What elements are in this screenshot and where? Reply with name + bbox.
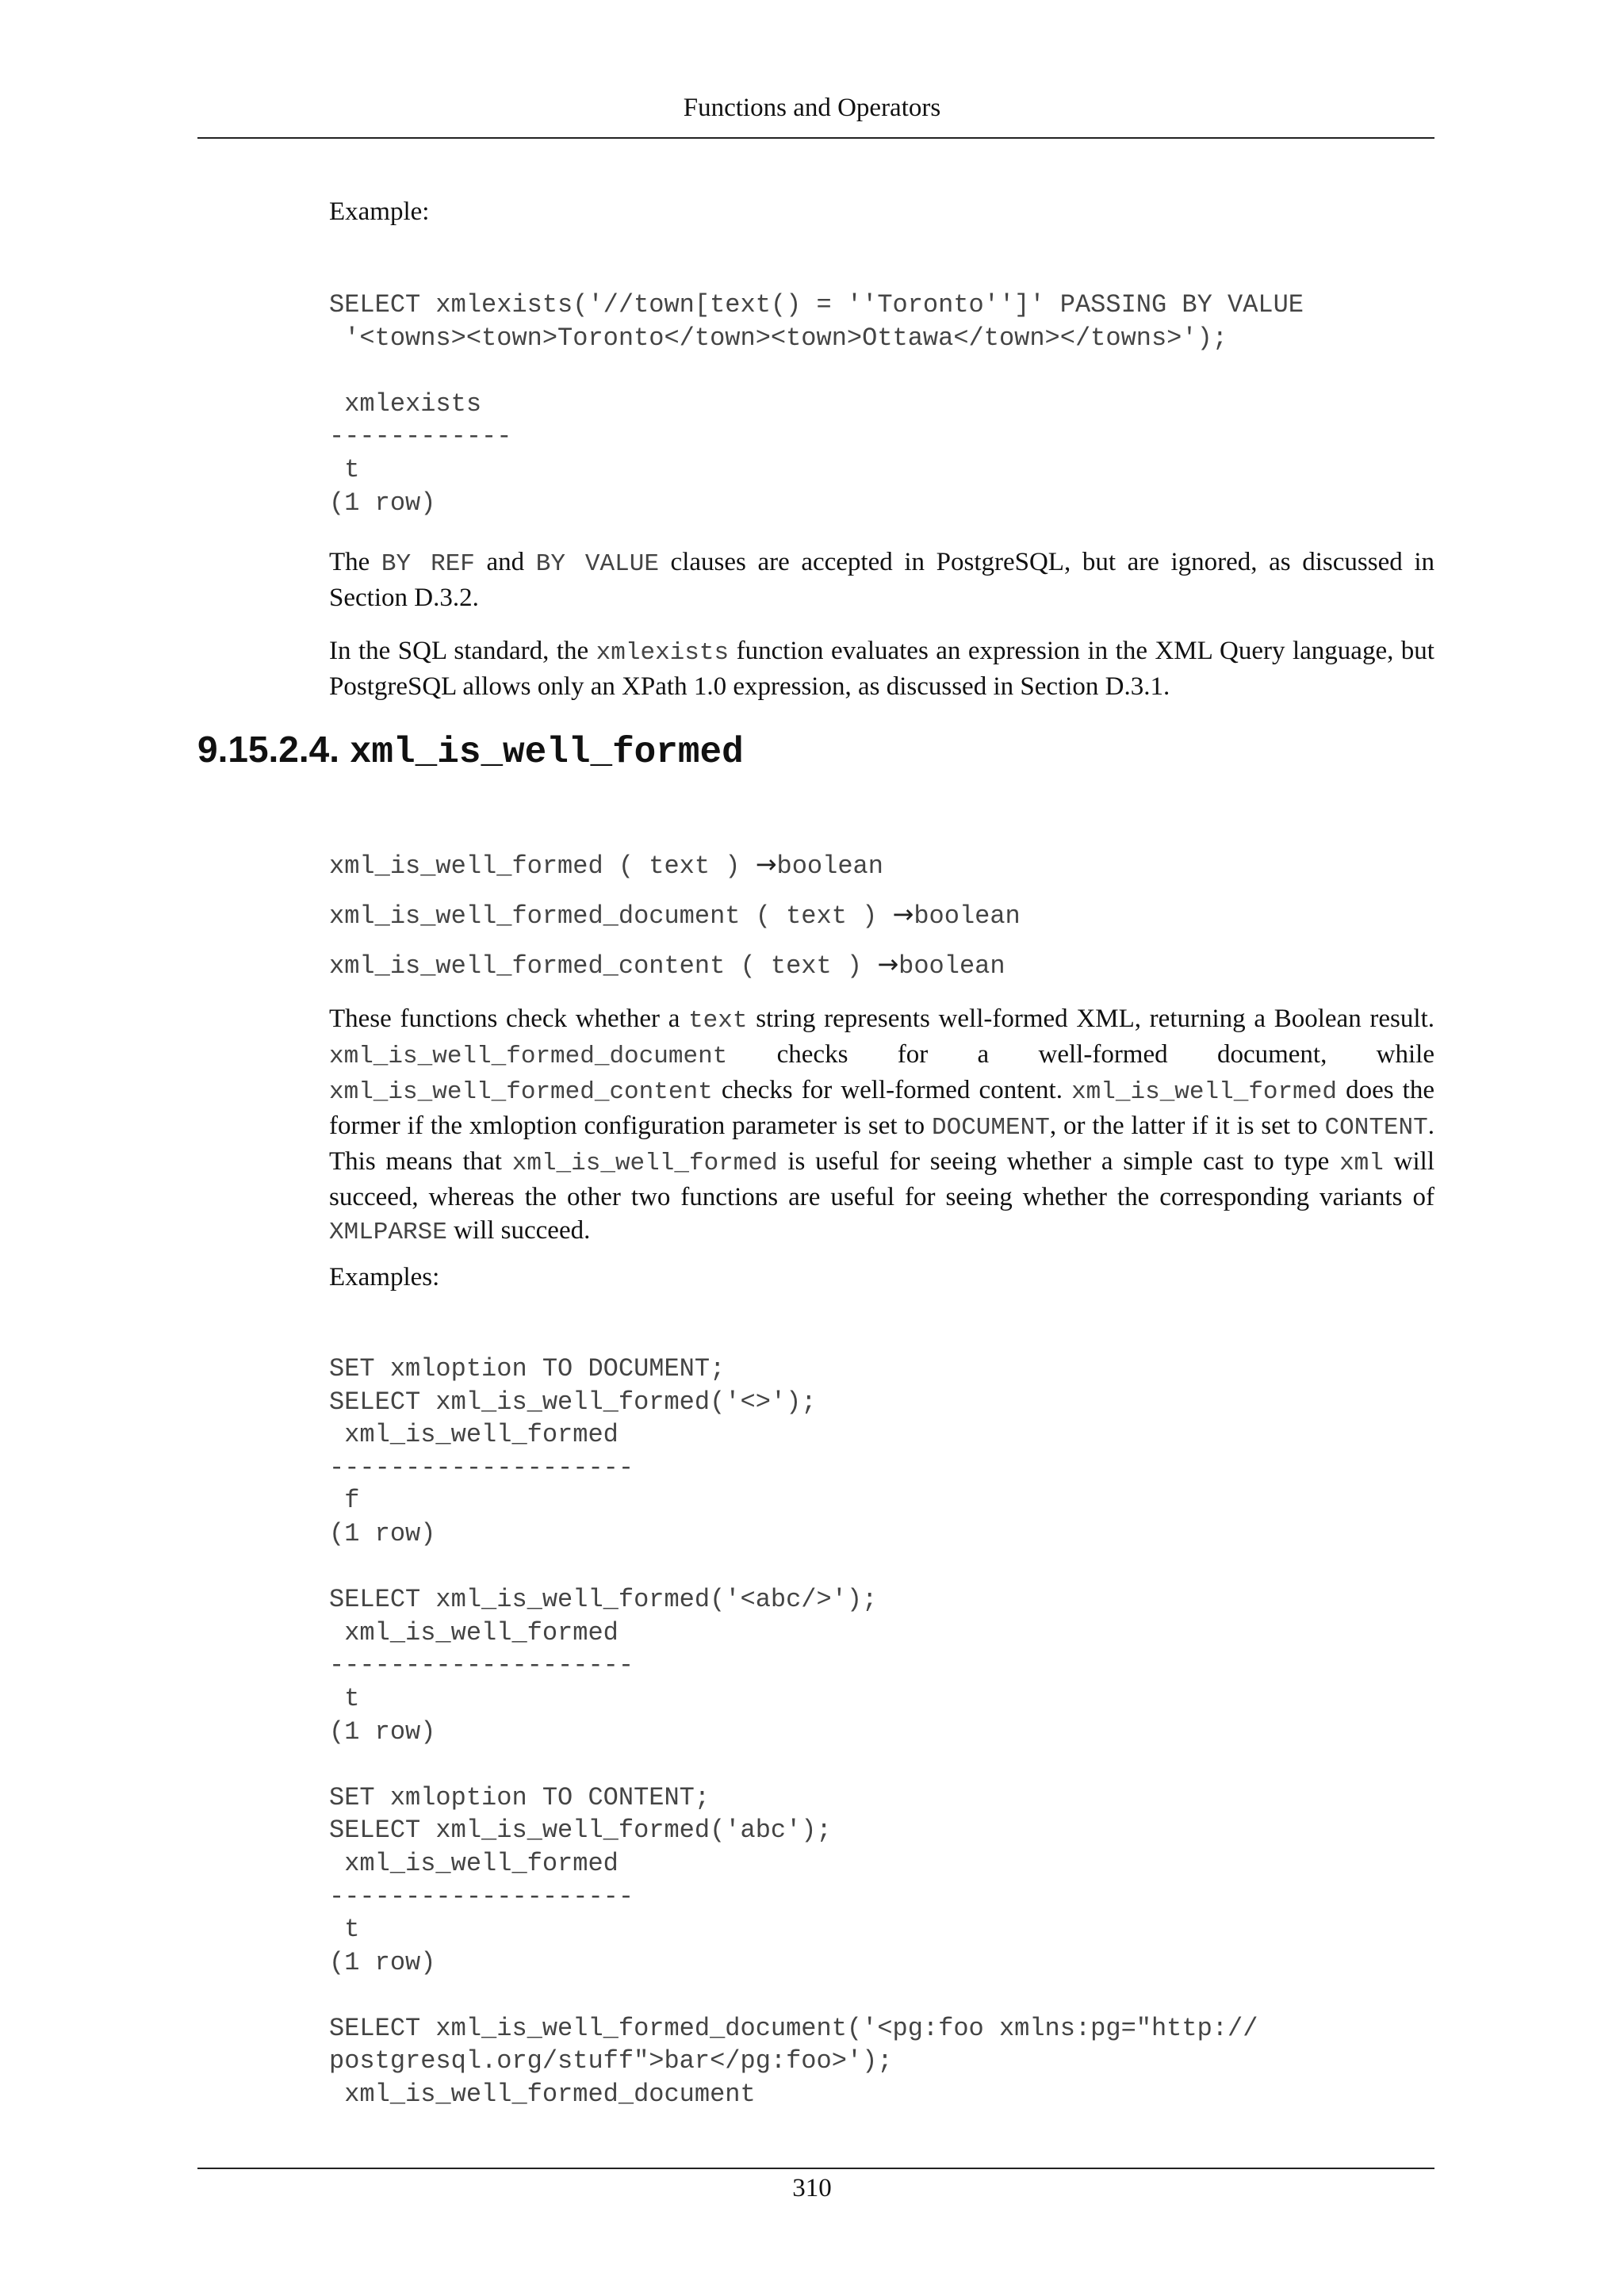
signature-args: ( text ) (740, 901, 893, 931)
code-function-name: xml_is_well_formed_content (329, 1078, 713, 1106)
running-header: Functions and Operators (683, 94, 941, 122)
signature-xml-is-well-formed (329, 840, 1434, 890)
text-run: is useful for seeing whether a simple cast to type (777, 1147, 1340, 1176)
code-function-name: xml_is_well_formed (1071, 1078, 1337, 1106)
text-run: . This means that (329, 1112, 1434, 1176)
text-run: clauses are accepted in PostgreSQL, but are ignored, as discussed in Section D.3.2. (329, 548, 1434, 612)
xmlexists-example-code: SELECT xmlexists('//town[text() = ''Toronto'']' PASSING BY VALUE '<towns><town>Toronto</town><town>Ottawa</town></towns>'); xmlexists ------------ t (1 row) (329, 290, 1304, 518)
by-ref-paragraph (329, 545, 1434, 614)
text-run: checks for well-formed content. (712, 1076, 1072, 1104)
arrow-icon: → (892, 899, 914, 929)
signature-name: xml_is_well_formed (329, 851, 603, 881)
code-content: CONTENT (1324, 1114, 1428, 1142)
code-function-name: xml_is_well_formed_document (329, 1043, 728, 1070)
text-run: The (329, 548, 381, 576)
xml-is-well-formed-examples-code: SET xmloption TO DOCUMENT; SELECT xml_is_well_formed('<>'); xml_is_well_formed -------------------- f (1 row) SELECT xml_is_well_formed('<abc/>'); xml_is_well_formed -------------------- t (1 row) SET xmloption TO CONTENT; SELECT xml_is_well_formed('abc'); xml_is_well_formed -------------------- t (1 row) SELECT xml_is_well_formed_document('<pg:foo xmlns:pg="http:// postgresql.org/stuff">bar</pg:foo>'); xml_is_well_formed_document (329, 1354, 1258, 2110)
code-xmlparse: XMLPARSE (329, 1219, 447, 1246)
signature-name: xml_is_well_formed_document (329, 901, 741, 931)
text-run: checks for a well-formed document, while (727, 1040, 1434, 1069)
signature-return-type: boolean (776, 851, 883, 881)
example-label: Example: (329, 197, 430, 226)
text-run: These functions check whether a (329, 1004, 689, 1033)
examples-label: Examples: (329, 1263, 440, 1292)
section-heading (197, 728, 744, 773)
footer-rule (197, 2168, 1434, 2169)
code-function-name: xml_is_well_formed (511, 1150, 778, 1177)
header-rule (197, 137, 1434, 139)
code-xml: xml (1339, 1150, 1384, 1177)
text-run: string represents well-formed XML, returning a Boolean result. (747, 1004, 1434, 1033)
signature-args: ( text ) (603, 851, 756, 881)
function-signatures (329, 840, 1434, 990)
text-run: function evaluates an expression in the XML Query language, but PostgreSQL allows only an XPath 1.0 expression, as discussed in Section D.3.1. (329, 637, 1434, 701)
section-name: xml_is_well_formed (349, 732, 744, 773)
page-number: 310 (792, 2174, 832, 2202)
section-number: 9.15.2.4. (197, 729, 350, 770)
code-by-ref: BY REF (381, 550, 475, 578)
text-run: will succeed, whereas the other two functions are useful for seeing whether the corresponding variants of (329, 1147, 1434, 1211)
text-run: does the former if the xmloption configuration parameter is set to (329, 1076, 1434, 1140)
text-run: , or the latter if it is set to (1049, 1112, 1325, 1140)
sql-standard-paragraph (329, 634, 1434, 703)
signature-return-type: boolean (914, 901, 1021, 931)
code-by-value: BY VALUE (535, 550, 659, 578)
signature-args: ( text ) (725, 951, 878, 981)
signature-name: xml_is_well_formed_content (329, 951, 726, 981)
code-text: text (688, 1007, 748, 1035)
text-run: and (474, 548, 536, 576)
text-run: In the SQL standard, the (329, 637, 596, 665)
code-xmlexists: xmlexists (596, 639, 730, 667)
signature-xml-is-well-formed-content (329, 940, 1434, 990)
code-document: DOCUMENT (931, 1114, 1050, 1142)
arrow-icon: → (877, 949, 899, 979)
signature-return-type: boolean (898, 951, 1005, 981)
description-paragraph (329, 1002, 1434, 1249)
arrow-icon: → (755, 849, 777, 879)
signature-xml-is-well-formed-document (329, 890, 1434, 940)
text-run: will succeed. (446, 1216, 591, 1245)
